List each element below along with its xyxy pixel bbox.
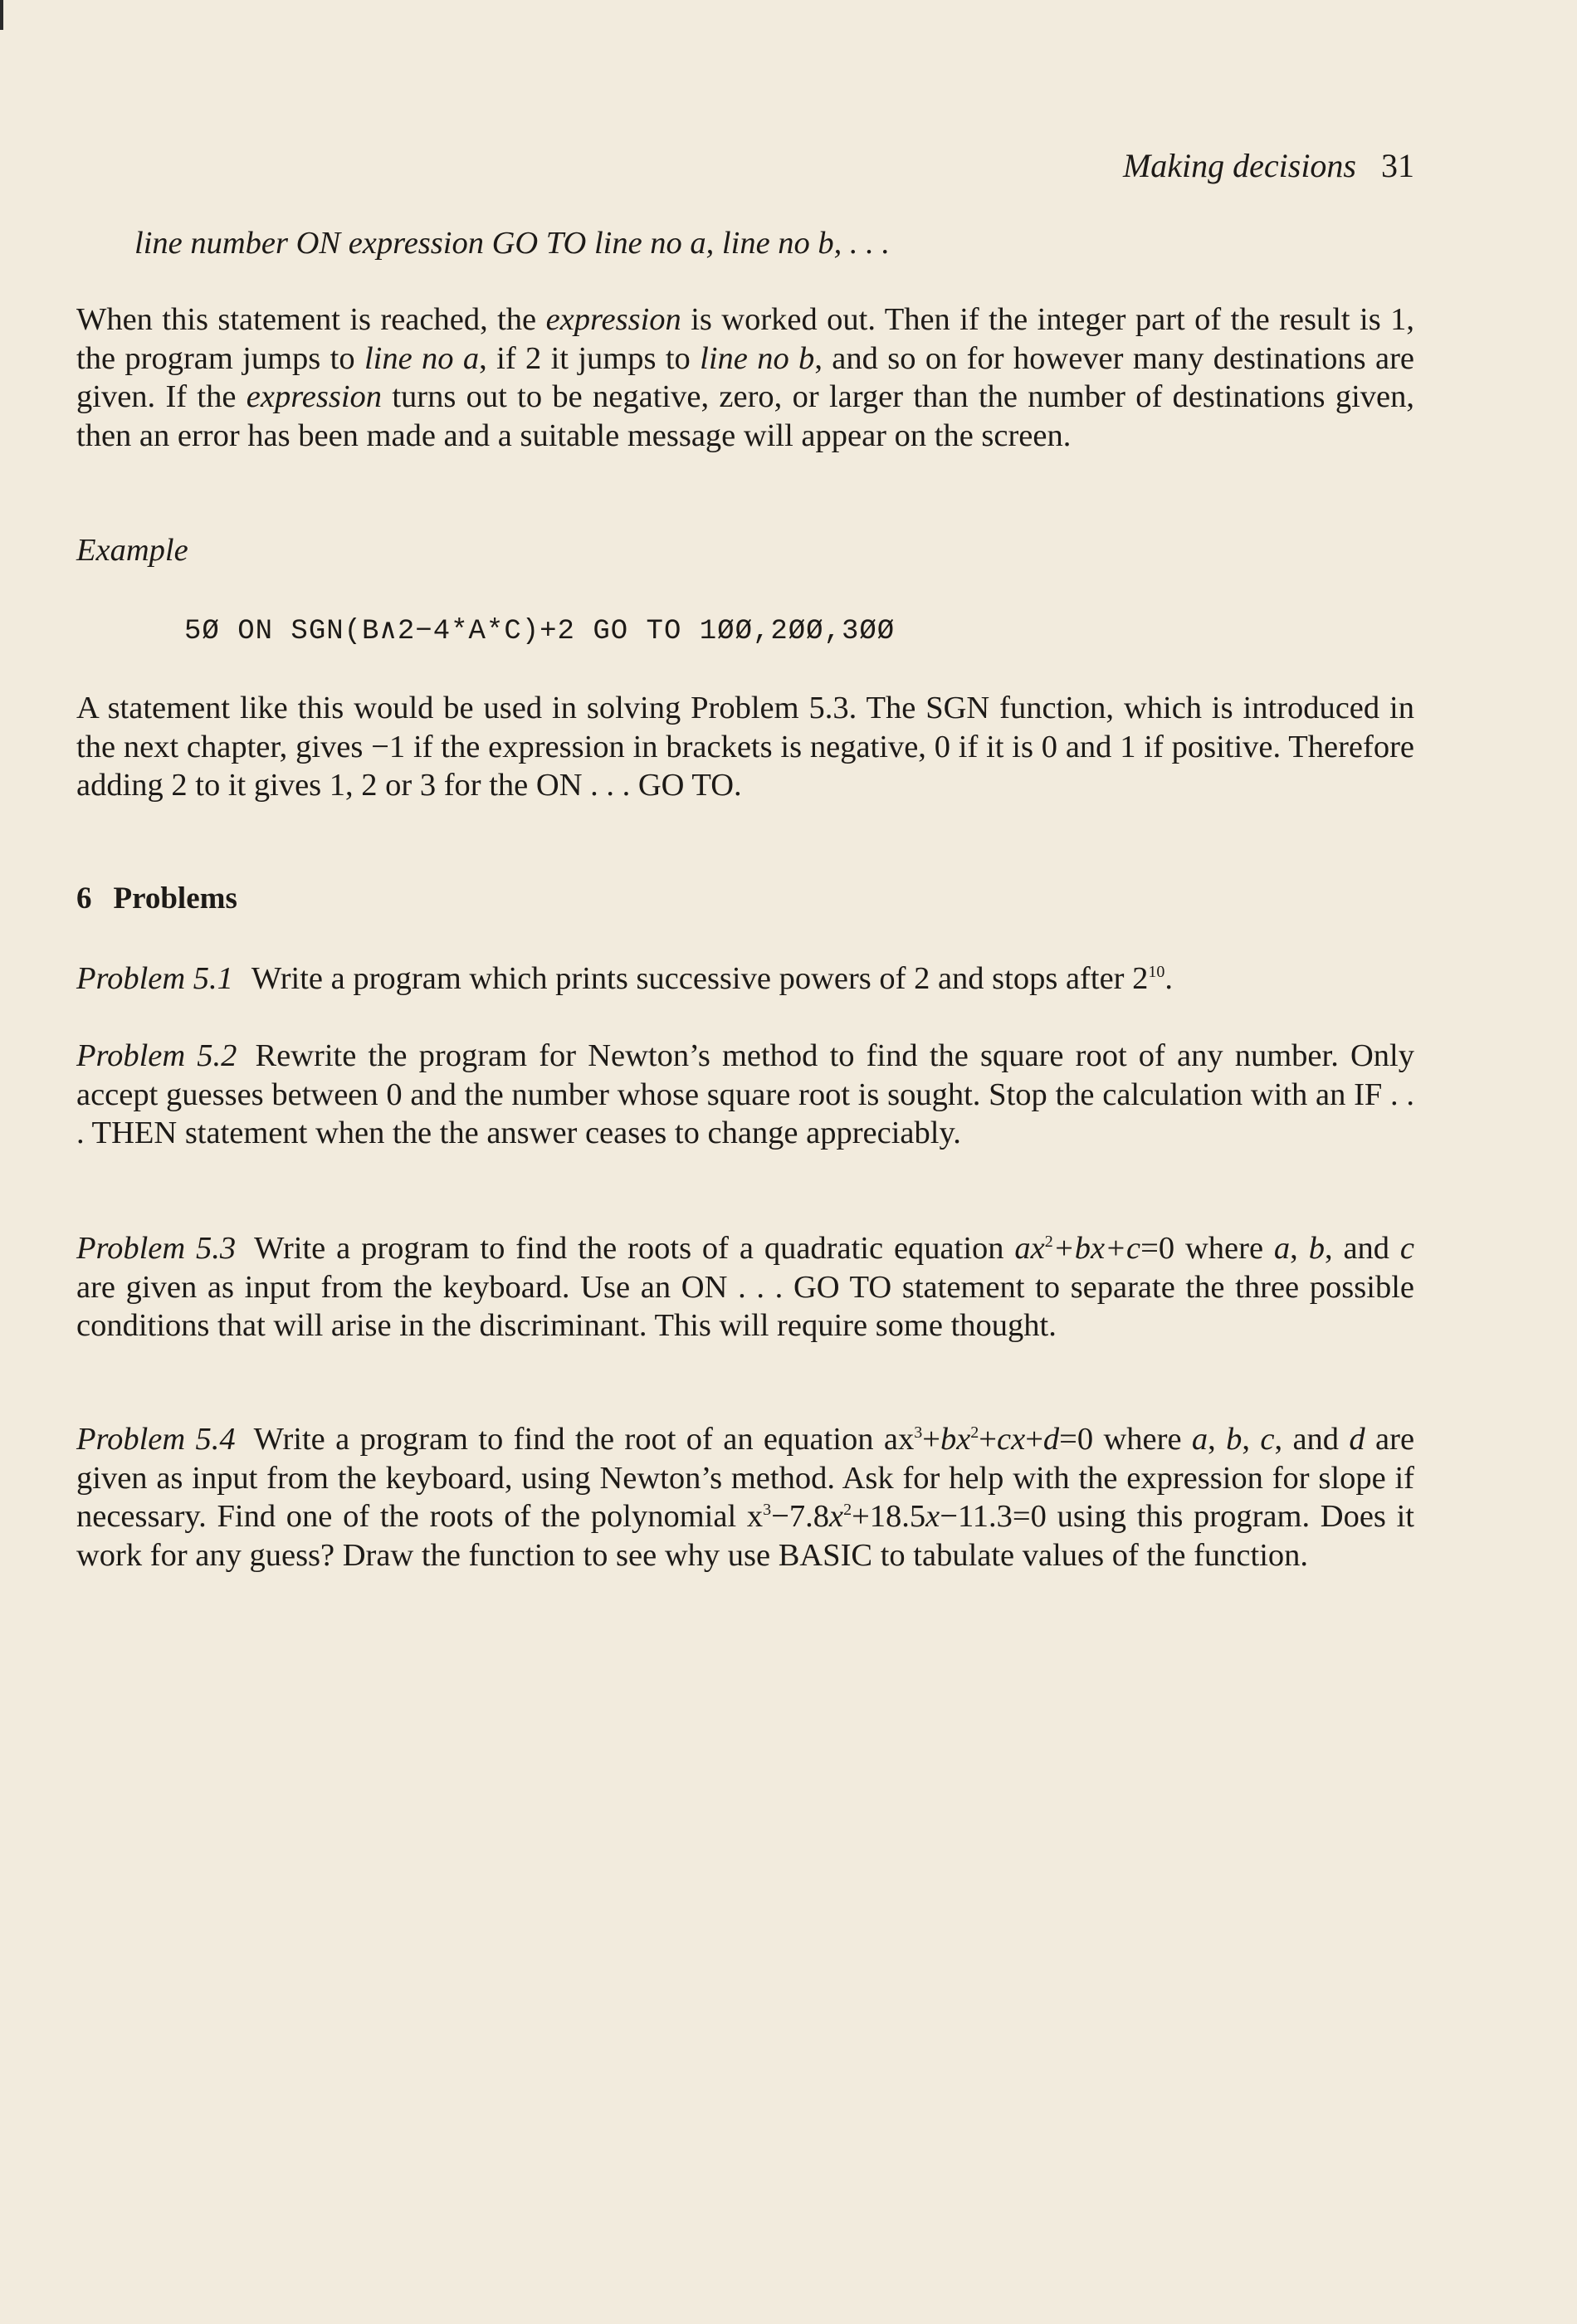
text: +	[922, 1422, 940, 1457]
superscript: 10	[1148, 963, 1165, 982]
problem-5-2	[76, 1037, 1414, 1153]
emphasis: expression	[246, 379, 383, 414]
problem-text: Write a program which prints successive powers of 2 and stops after 2	[251, 961, 1149, 996]
text: −7.8	[771, 1499, 829, 1534]
syntax-line: line number ON expression GO TO line no a, line no b, . . .	[134, 226, 891, 261]
text: , and	[1324, 1231, 1400, 1266]
page-number: 31	[1381, 147, 1414, 184]
math: +bx+c	[1052, 1231, 1141, 1266]
problem-5-1	[76, 959, 1414, 998]
section-title: Problems	[113, 881, 237, 915]
running-header	[76, 141, 1414, 191]
text: Write a program to find the root of an equation ax	[253, 1422, 915, 1457]
math: b	[1226, 1422, 1243, 1457]
superscript: 2	[1044, 1233, 1053, 1252]
chapter-title: Making decisions	[1122, 147, 1356, 184]
text: ,	[1242, 1422, 1261, 1457]
edge-mark	[0, 0, 3, 30]
text: +	[979, 1422, 997, 1457]
text: , and so on for however many destinations are given. If the	[76, 340, 1414, 414]
math: a	[1191, 1422, 1208, 1457]
example-label: Example	[76, 533, 188, 568]
text: are given as input from the keyboard. Use an ON . . . GO TO statement to separate the three possible conditions that will arise in the discriminant. This will require some thought.	[76, 1269, 1414, 1343]
math: d	[1042, 1422, 1060, 1457]
paragraph-sgn: A statement like this would be used in solving Problem 5.3. The SGN function, which is introduced in the next chapter, gives −1 if the expression in brackets is negative, 0 if it is 0 and 1 if positive. Therefore adding 2 to it gives 1, 2 or 3 for the ON . . . GO TO.	[76, 691, 1414, 803]
text: =0 where	[1059, 1422, 1192, 1457]
math: =0	[1140, 1231, 1175, 1266]
text: Write a program to find the roots of a quadratic equation	[254, 1231, 1015, 1266]
math: ax	[1014, 1231, 1045, 1266]
superscript: 2	[970, 1423, 979, 1443]
text: , and	[1274, 1422, 1350, 1457]
text: ,	[1208, 1422, 1227, 1457]
superscript: 3	[763, 1501, 772, 1520]
section-heading	[76, 880, 237, 918]
math: d	[1349, 1422, 1365, 1457]
superscript: 3	[914, 1423, 923, 1443]
emphasis: line no a	[364, 340, 480, 376]
problem-5-4	[76, 1420, 1414, 1575]
problem-5-3	[76, 1229, 1414, 1345]
text: When this statement is reached, the	[76, 302, 546, 337]
problem-text: Rewrite the program for Newton’s method to find the square root of any number. Only accept guesses between 0 and the number whose square root is sought. Stop the calculation with an IF . . . THEN statement when the the answer ceases to change appreciably.	[76, 1038, 1414, 1150]
emphasis: expression	[545, 302, 681, 337]
math: c	[1260, 1422, 1275, 1457]
code-example: 5Ø ON SGN(B∧2−4*A*C)+2 GO TO 1ØØ,2ØØ,3ØØ	[184, 616, 896, 647]
problem-label: Problem 5.4	[76, 1422, 236, 1457]
text: are given as input from the keyboard, using Newton’s method. Ask for help with the expression for slope if necessary. Find one of the roots of the polynomial x	[76, 1422, 1415, 1534]
section-number: 6	[76, 881, 92, 915]
text: +18.5	[852, 1499, 926, 1534]
text: turns out to be negative, zero, or larger than the number of destinations given, then an error has been made and a suitable message will appear on the screen.	[76, 379, 1414, 453]
math: x	[925, 1499, 940, 1534]
math: a	[1273, 1231, 1291, 1266]
math: b	[1308, 1231, 1325, 1266]
emphasis: line no b	[700, 340, 815, 376]
text: , if 2 it jumps to	[479, 340, 701, 376]
math: cx	[997, 1422, 1026, 1457]
text: −11.3=0 using this program. Does it work for any guess? Draw the function to see why use BASIC to tabulate values of the function.	[76, 1499, 1415, 1573]
text: +	[1025, 1422, 1043, 1457]
math: x	[828, 1499, 844, 1534]
text: is worked out. Then if the integer part of the result is 1, the program jumps to	[76, 302, 1414, 376]
math: c	[1399, 1231, 1415, 1266]
problem-label: Problem 5.3	[76, 1231, 237, 1266]
problem-label: Problem 5.1	[76, 961, 233, 996]
text: where	[1174, 1231, 1274, 1266]
math: bx	[940, 1422, 971, 1457]
problem-label: Problem 5.2	[76, 1038, 237, 1073]
superscript: 2	[843, 1501, 852, 1520]
text: ,	[1290, 1231, 1309, 1266]
text: .	[1164, 961, 1173, 996]
paragraph-explanation	[76, 300, 1414, 455]
